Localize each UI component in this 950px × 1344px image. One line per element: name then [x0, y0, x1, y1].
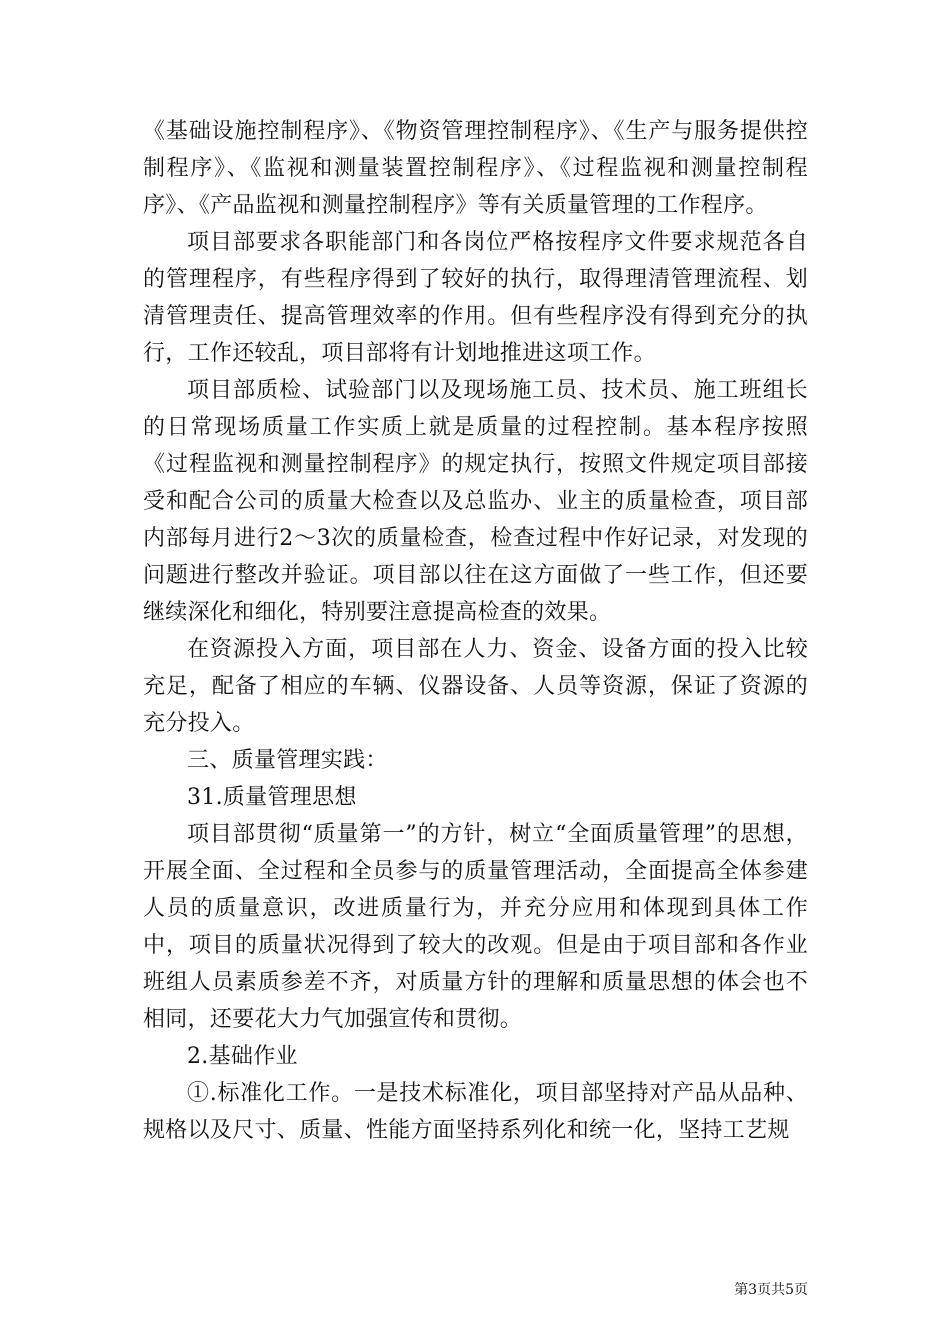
paragraph-standardization: ①.标准化工作。一是技术标准化，项目部坚持对产品从品种、规格以及尺寸、质量、性能方面坚持系列化和统一化，坚持工艺规: [143, 1081, 808, 1143]
page-number-footer: 第3页共5页: [734, 1282, 808, 1298]
subheading-quality-thinking: 31.质量管理思想: [187, 785, 357, 810]
paragraph-procedure-list: 《基础设施控制程序》、《物资管理控制程序》、《生产与服务提供控制程序》、《监视和测量装置控制程序》、《过程监视和测量控制程序》、《产品监视和测量控制程序》等有关质量管理的工作程序。: [143, 119, 808, 218]
subheading-basic-work: 2.基础作业: [187, 1044, 298, 1069]
paragraph-quality-thinking: 项目部贯彻“质量第一”的方针，树立“全面质量管理”的思想，开展全面、全过程和全员参与的质量管理活动，全面提高全体参建人员的质量意识，改进质量行为，并充分应用和体现到具体工作中，项目的质量状况得到了较大的改观。但是由于项目部和各作业班组人员素质参差不齐，对质量方针的理解和质量思想的体会也不相同，还要花大力气加强宣传和贯彻。: [143, 822, 808, 1032]
paragraph-procedure-execution: 项目部要求各职能部门和各岗位严格按程序文件要求规范各自的管理程序，有些程序得到了较好的执行，取得理清管理流程、划清管理责任、提高管理效率的作用。但有些程序没有得到充分的执行，工作还较乱，项目部将有计划地推进这项工作。: [143, 230, 808, 366]
document-body: [143, 113, 808, 1149]
section-heading-quality-practice: 三、质量管理实践：: [187, 748, 388, 773]
paragraph-resource-input: 在资源投入方面，项目部在人力、资金、设备方面的投入比较充足，配备了相应的车辆、仪器设备、人员等资源，保证了资源的充分投入。: [143, 637, 808, 736]
paragraph-process-control: 项目部质检、试验部门以及现场施工员、技术员、施工班组长的日常现场质量工作实质上就是质量的过程控制。基本程序按照《过程监视和测量控制程序》的规定执行，按照文件规定项目部接受和配合公司的质量大检查以及总监办、业主的质量检查，项目部内部每月进行2～3次的质量检查，检查过程中作好记录，对发现的问题进行整改并验证。项目部以往在这方面做了一些工作，但还要继续深化和细化，特别要注意提高检查的效果。: [143, 378, 808, 625]
